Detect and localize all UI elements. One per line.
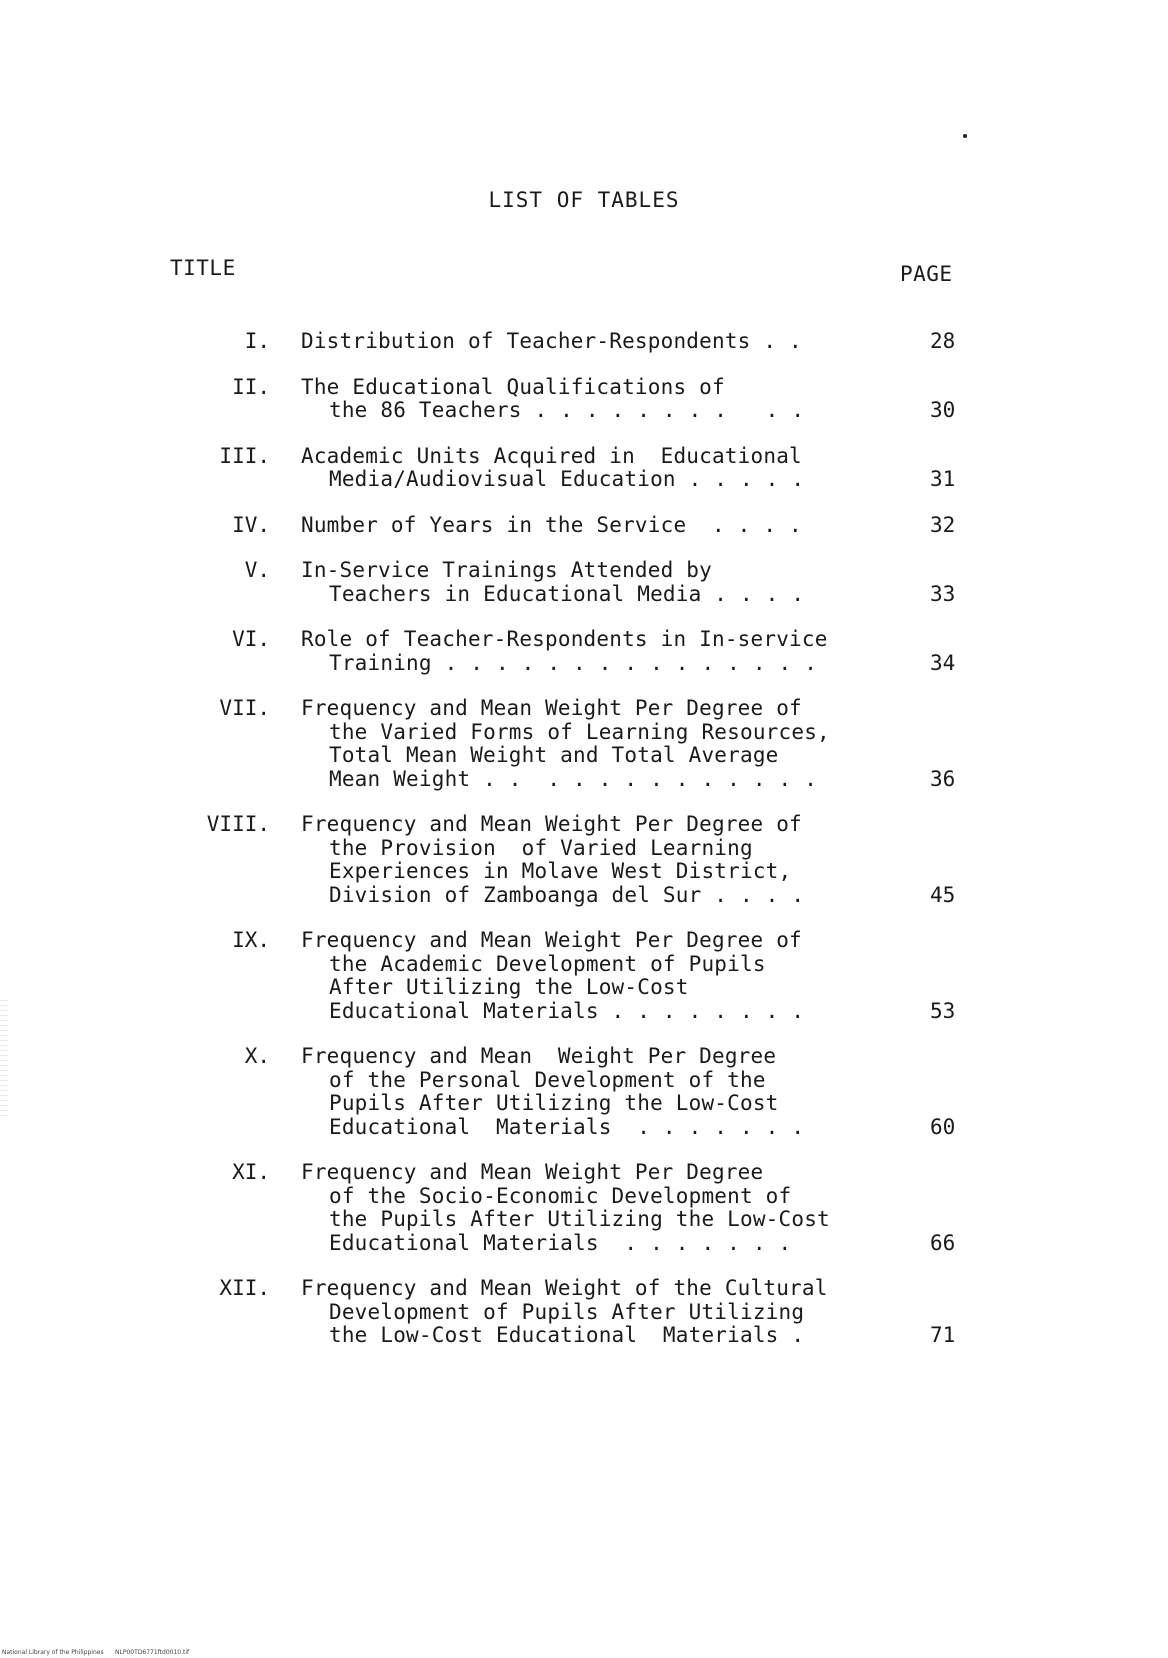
table-title xyxy=(301,813,901,907)
table-number: IX. xyxy=(232,928,270,952)
table-title-line: Frequency and Mean Weight Per Degree xyxy=(301,1160,764,1184)
table-entry xyxy=(0,1161,1168,1255)
table-page-number: 66 xyxy=(930,1230,956,1255)
table-title xyxy=(301,1161,901,1255)
page-title: LIST OF TABLES xyxy=(488,188,680,212)
table-page-number: 45 xyxy=(930,882,956,907)
table-title-line: Pupils After Utilizing the Low-Cost xyxy=(329,1091,779,1115)
table-title-line: Educational Materials . . . . . . . . xyxy=(329,998,805,1023)
table-page-number: 28 xyxy=(930,329,956,353)
column-header-title: TITLE xyxy=(170,256,236,280)
table-page-number: 32 xyxy=(930,512,956,537)
table-page-number: 33 xyxy=(930,581,956,606)
table-title-line: Development of Pupils After Utilizing xyxy=(329,1299,805,1324)
table-entry xyxy=(0,330,1168,354)
scan-speck xyxy=(963,134,967,138)
table-title-line: the Varied Forms of Learning Resources, xyxy=(329,719,830,744)
table-title-line: Media/Audiovisual Education . . . . . xyxy=(329,467,805,491)
table-title-line: Frequency and Mean Weight Per Degree of xyxy=(301,928,802,952)
table-entry xyxy=(0,445,1168,492)
table-number: II. xyxy=(232,374,270,399)
table-page-number: 53 xyxy=(930,998,956,1023)
table-entry xyxy=(0,929,1168,1023)
table-page-number: 36 xyxy=(930,766,956,791)
table-number: XII. xyxy=(219,1276,270,1300)
table-title-line: Distribution of Teacher-Respondents . . xyxy=(301,329,802,353)
table-title xyxy=(301,514,901,538)
table-title xyxy=(301,929,901,1023)
table-page-number: 60 xyxy=(930,1114,956,1139)
table-title-line: Mean Weight . . . . . . . . . . . . . xyxy=(329,766,818,791)
table-page-number: 71 xyxy=(930,1323,956,1347)
table-title-line: Teachers in Educational Media . . . . xyxy=(329,581,805,606)
table-entry xyxy=(0,514,1168,538)
table-page-number: 30 xyxy=(930,398,956,422)
table-title-line: Frequency and Mean Weight of the Cultural xyxy=(301,1276,828,1300)
table-title-line: the 86 Teachers . . . . . . . . . . xyxy=(329,398,805,422)
table-title-line: the Low-Cost Educational Materials . xyxy=(329,1323,805,1347)
table-title xyxy=(301,1045,901,1139)
table-number: III. xyxy=(219,443,270,468)
table-title-line: Academic Units Acquired in Educational xyxy=(301,443,802,468)
table-title xyxy=(301,445,901,492)
table-number: VII. xyxy=(219,696,270,720)
table-entry xyxy=(0,1045,1168,1139)
table-number: X. xyxy=(244,1044,270,1068)
table-title xyxy=(301,697,901,791)
table-title-line: Number of Years in the Service . . . . xyxy=(301,512,802,537)
table-title xyxy=(301,330,901,354)
scan-footer: National Library of the Philippines NLP00TD6771ftd0010.tif xyxy=(2,1649,190,1656)
table-title-line: Training . . . . . . . . . . . . . . . xyxy=(329,650,818,675)
table-title xyxy=(301,628,901,675)
table-entry xyxy=(0,559,1168,606)
table-page-number: 31 xyxy=(930,467,956,491)
table-title-line: Frequency and Mean Weight Per Degree of xyxy=(301,812,802,836)
table-title-line: of the Personal Development of the xyxy=(329,1067,766,1092)
table-title-line: Frequency and Mean Weight Per Degree xyxy=(301,1044,777,1068)
table-title xyxy=(301,376,901,423)
table-title xyxy=(301,1277,901,1348)
table-title-line: of the Socio-Economic Development of xyxy=(329,1183,792,1208)
table-title-line: Total Mean Weight and Total Average xyxy=(329,743,779,767)
table-title-line: the Academic Development of Pupils xyxy=(329,951,766,976)
table-entry xyxy=(0,1277,1168,1348)
table-title-line: Educational Materials . . . . . . . xyxy=(329,1230,792,1255)
table-entry xyxy=(0,813,1168,907)
table-entry xyxy=(0,376,1168,423)
table-title-line: Division of Zamboanga del Sur . . . . xyxy=(329,882,805,907)
table-number: V. xyxy=(244,558,270,582)
table-title-line: the Pupils After Utilizing the Low-Cost xyxy=(329,1207,830,1231)
table-title-line: After Utilizing the Low-Cost xyxy=(329,975,689,999)
table-number: IV. xyxy=(232,512,270,537)
table-number: VIII. xyxy=(206,812,270,836)
table-title-line: Experiences in Molave West District, xyxy=(329,859,792,883)
table-title-line: Educational Materials . . . . . . . xyxy=(329,1114,805,1139)
table-title-line: In-Service Trainings Attended by xyxy=(301,558,712,582)
table-title-line: Role of Teacher-Respondents in In-service xyxy=(301,627,828,651)
table-title xyxy=(301,559,901,606)
table-number: I. xyxy=(244,329,270,353)
table-page-number: 34 xyxy=(930,650,956,675)
table-number: XI. xyxy=(232,1160,270,1184)
table-number: VI. xyxy=(232,627,270,651)
table-title-line: The Educational Qualifications of xyxy=(301,374,725,399)
column-header-page: PAGE xyxy=(900,262,953,286)
table-title-line: Frequency and Mean Weight Per Degree of xyxy=(301,696,802,720)
table-list xyxy=(0,330,1168,1348)
table-title-line: the Provision of Varied Learning xyxy=(329,835,753,860)
table-entry xyxy=(0,697,1168,791)
table-entry xyxy=(0,628,1168,675)
